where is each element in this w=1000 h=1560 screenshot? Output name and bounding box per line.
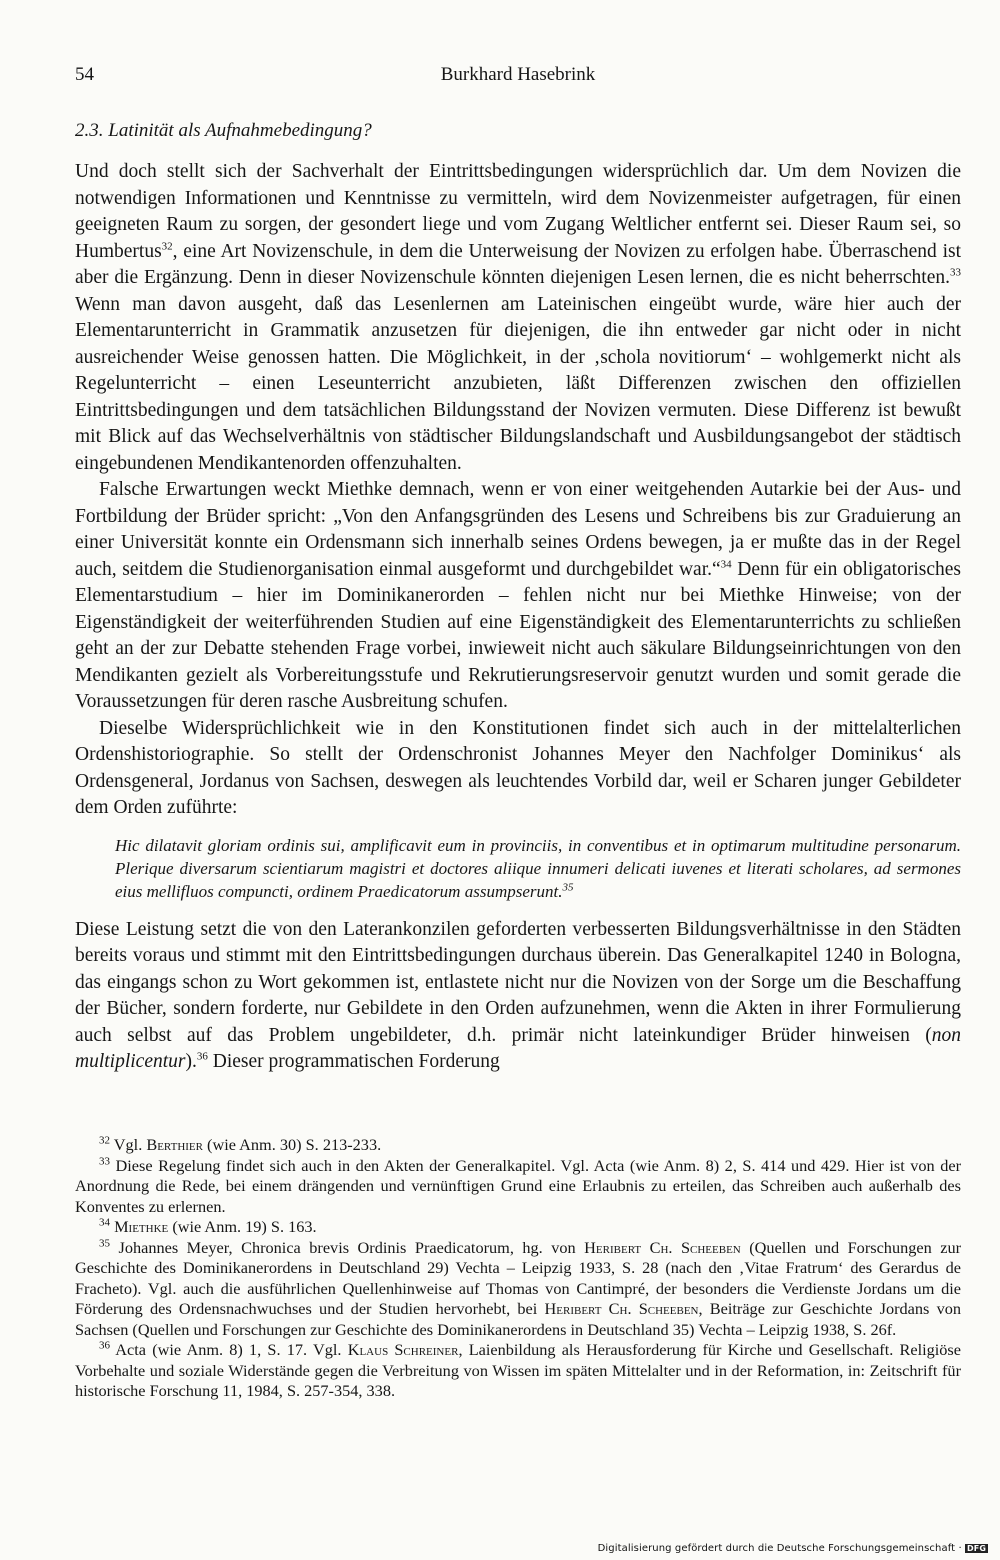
footnote-34 bbox=[75, 1217, 961, 1238]
author-name: Miethke bbox=[114, 1217, 169, 1236]
footnote-number: 32 bbox=[99, 1134, 110, 1147]
footnote-36 bbox=[75, 1340, 961, 1402]
dfg-logo: DFG bbox=[967, 1544, 986, 1553]
text-run: Wenn man davon ausgeht, daß das Lesenlernen am Lateinischen eingeübt wurde, wäre hier auch der Elementarunterricht in Grammatik anzusetzen für diejenigen, die ihn entweder gar nicht oder in nicht ausreichender Weise genossen hatten. Die Möglichkeit, in der ‚schola novitiorum‘ – wohlgemerkt nicht als Regelunterricht – einen Leseunterricht anzubieten, läßt Differenzen zwischen den offiziellen Eintrittsbedingungen und dem tatsächlichen Bildungsstand der Novizen vermuten. Diese Differenz ist bewußt mit Blick auf das Wechselverhältnis von städtischer Bildungslandschaft und Ausbildungsangebot der städtisch eingebundenen Mendikantenorden offenzuhalten. bbox=[75, 293, 961, 474]
author-name: Klaus Schreiner bbox=[347, 1340, 459, 1359]
text-run: , Beiträge zur Geschichte Jordans von Sachsen (Quellen und Forschungen zur Geschichte des Dominikanerordens in Deutschland 35) Vechta – Leipzig 1938, S. 26f. bbox=[75, 1299, 962, 1339]
text-run: Acta (wie Anm. 8) 1, S. 17. Vgl. bbox=[110, 1340, 348, 1359]
paragraph-1 bbox=[75, 159, 961, 477]
main-text bbox=[75, 159, 961, 1076]
footnote-35 bbox=[75, 1238, 961, 1341]
text-run: Denn für ein obligatorisches Elementarstudium – hier im Dominikanerorden – fehlen nicht nur bei Miethke Hinweise; von der Eigenständigkeit der weiterführenden Studien auf eine Eigenständigkeit des Elementarunterrichts zu schließen geht an der zur Debatte stehenden Frage vorbei, inwieweit nicht auch säkulare Bildungseinrichtungen von den Mendikanten gezielt als Vorbereitungsstufe und Rekrutierungsreservoir genutzt wurden und somit gerade die Voraussetzungen für deren rasche Ausbreitung schufen. bbox=[75, 558, 961, 712]
footnote-32 bbox=[75, 1135, 961, 1156]
footnote-ref: 33 bbox=[950, 266, 961, 279]
section-heading: 2.3. Latinität als Aufnahmebedingung? bbox=[75, 120, 372, 141]
text-run: (wie Anm. 19) S. 163. bbox=[168, 1217, 317, 1236]
author-name: Heribert Ch. Scheeben bbox=[584, 1237, 741, 1257]
footnote-number: 34 bbox=[99, 1216, 110, 1229]
italic-term: non multiplicentur bbox=[75, 1024, 961, 1072]
footnote-ref: 34 bbox=[720, 558, 732, 570]
block-quote bbox=[115, 834, 961, 903]
quote-text: Hic dilatavit gloriam ordinis sui, amplificavit eum in provinciis, in conventibus et in optimarum multitudine personarum. Plerique diversarum scientiarum magistri et doctores aliique innumeri delicati iuvenes et literati scholares, ad sermones eius mellifluos compuncti, ordinem Praedicatorum assumpserunt. bbox=[115, 835, 961, 901]
digitization-credit bbox=[598, 1543, 988, 1554]
text-run: (Quellen und Forschungen zur Geschichte des Dominikanerordens in Deutschland 29) Vechta – Leipzig 1933, S. 28 (nach den ‚Vitae Fratrum‘ des Gerardus de Fracheto). Vgl. auch die ausführlichen Quellenhinweise auf Thomas von Cantimpré, der besonders die Verdienste Jordans um die Förderung des Ordensnachwuchses und der Studien hervorhebt, bei bbox=[75, 1237, 962, 1318]
text-run: ). bbox=[185, 1051, 197, 1072]
paragraph-4 bbox=[75, 917, 961, 1076]
author-name: Berthier bbox=[146, 1135, 203, 1154]
footnote-ref: 32 bbox=[161, 240, 173, 252]
running-head-author: Burkhard Hasebrink bbox=[440, 64, 596, 85]
footnote-number: 35 bbox=[99, 1237, 110, 1250]
footnote-number: 33 bbox=[99, 1155, 110, 1168]
text-run: Diese Leistung setzt die von den Laterankonzilen geforderten verbesserten Bildungsverhältnisse in den Städten bereits voraus und stimmt mit den Eintrittsbedingungen durchaus überein. Das Generalkapitel 1240 in Bologna, das eingangs schon zu Wort gekommen ist, entlastete nicht nur die Novizen von der Sorge um die Beschaffung der Bücher, sondern forderte, nur Gebildete in den Orden aufzunehmen, wenn die Akten in ihrer Formulierung auch selbst auf das Problem ungebildeter, d.h. primär nicht lateinkundiger Brüder hinweisen ( bbox=[75, 918, 961, 1046]
footnote-ref: 35 bbox=[562, 880, 574, 893]
footnote-33 bbox=[75, 1156, 961, 1218]
text-run: (wie Anm. 30) S. 213-233. bbox=[202, 1135, 382, 1154]
text-run: Dieser programmatischen Forderung bbox=[207, 1051, 500, 1072]
author-name: Heribert Ch. Scheeben bbox=[544, 1299, 699, 1318]
footnotes bbox=[75, 1135, 961, 1402]
text-run: Vgl. bbox=[110, 1135, 147, 1154]
text-run: Diese Regelung findet sich auch in den Akten der Generalkapitel. Vgl. Acta (wie Anm. 8) 2, S. 414 und 429. Hier ist von der Anordnung die Rede, bei einem drängenden und vernünftigen Grund eine Erlaubnis zu erteilen, das Schreiben auch außerhalb des Konventes zu erlernen. bbox=[75, 1155, 961, 1216]
text-run: , eine Art Novizenschule, in dem die Unterweisung der Novizen zu erfolgen habe. Überraschend ist aber die Ergänzung. Denn in dieser Novizenschule könnten diejenigen Lesen lernen, die es nicht beherrschten. bbox=[75, 240, 961, 288]
footnote-ref: 36 bbox=[196, 1050, 208, 1063]
text-run: Und doch stellt sich der Sachverhalt der Eintrittsbedingungen widersprüchlich dar. Um dem Novizen die notwendigen Informationen und Kenntnisse zu vermitteln, wird dem Novizenmeister aufgetragen, für einen geeigneten Raum zu sorgen, der gesondert liege und vom Zugang Weltlicher entfernt sei. Dieser Raum sei, so Humbertus bbox=[75, 161, 961, 262]
paragraph-3: Dieselbe Widersprüchlichkeit wie in den Konstitutionen findet sich auch in der mittelalterlichen Ordenshistoriographie. So stellt der Ordenschronist Johannes Meyer den Nachfolger Dominikus‘ als Ordensgeneral, Jordanus von Sachsen, deswegen als leuchtendes Vorbild dar, weil er Scharen junger Gebildeter dem Orden zuführte: bbox=[75, 717, 961, 818]
text-run: , Laienbildung als Herausforderung für Kirche und Gesellschaft. Religiöse Vorbehalte und soziale Widerstände gegen die Verbreitung von Wissen im späten Mittelalter und in der Reformation, in: Zeitschrift für historische Forschung 11, 1984, S. 257-354, 338. bbox=[75, 1340, 961, 1400]
credit-text: Digitalisierung gefördert durch die Deutsche Forschungsgemeinschaft · bbox=[597, 1543, 962, 1554]
text-run: Johannes Meyer, Chronica brevis Ordinis Praedicatorum, hg. von bbox=[110, 1237, 585, 1257]
text-run: Falsche Erwartungen weckt Miethke demnach, wenn er von einer weitgehenden Autarkie bei der Aus- und Fortbildung der Brüder spricht: „Von den Anfangsgründen des Lesens und Schreibens bis zur Graduierung an einer Universität konnte ein Ordensmann sich innerhalb seines Ordens bewegen, ja er mußte das in der Regel auch, seitdem die Studienorganisation einmal ausgeformt und durchgebildet war.“ bbox=[75, 479, 961, 580]
page-number: 54 bbox=[75, 64, 94, 85]
paragraph-2 bbox=[75, 477, 961, 716]
footnote-number: 36 bbox=[99, 1339, 110, 1352]
